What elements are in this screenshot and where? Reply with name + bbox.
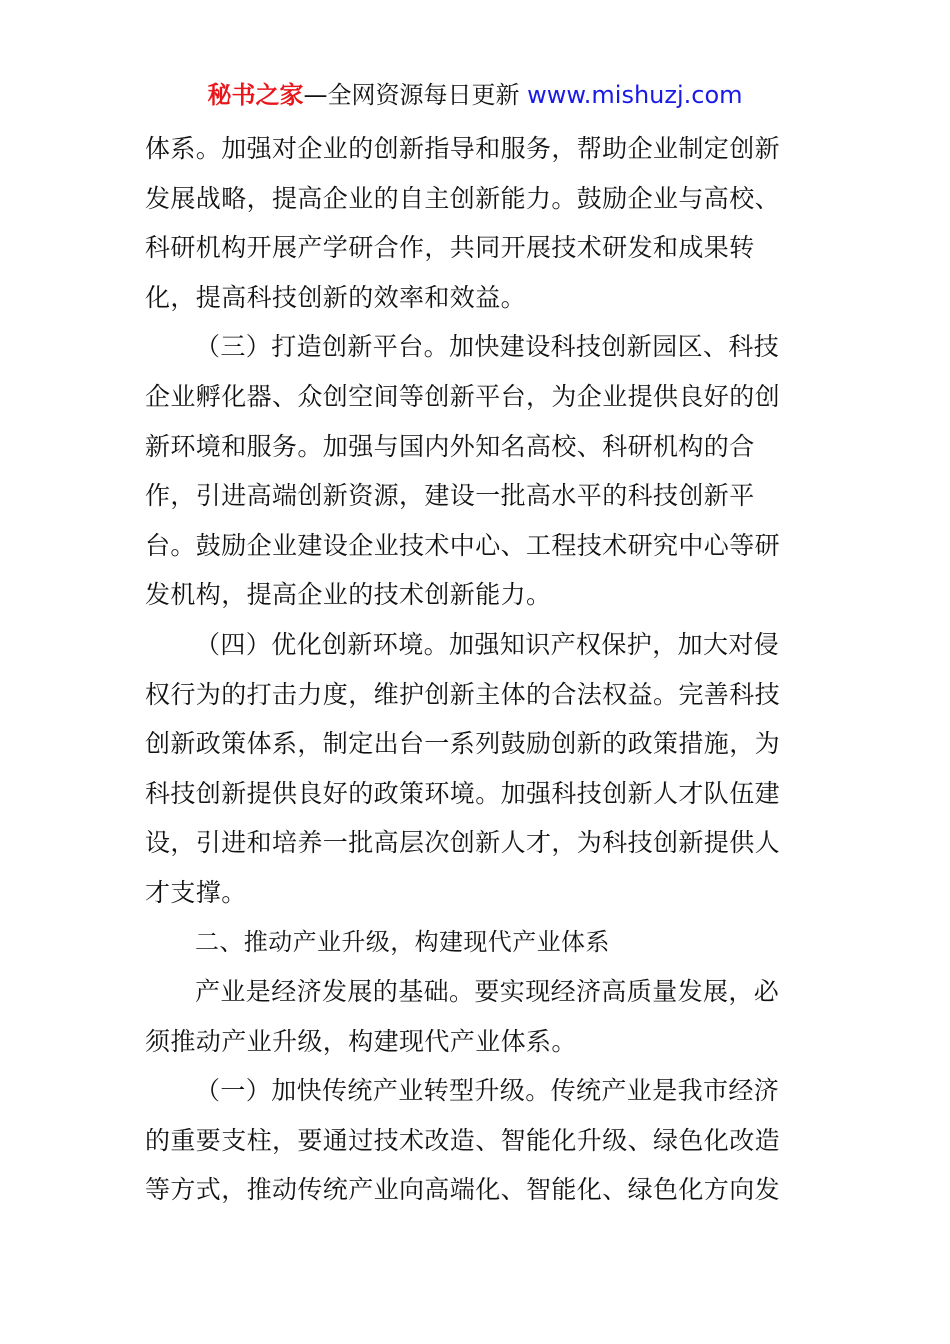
header-site-link[interactable]: www.mishuzj.com: [527, 81, 743, 109]
body-line: 等方式，推动传统产业向高端化、智能化、绿色化方向发: [145, 1175, 781, 1205]
body-line: 科研机构开展产学研合作，共同开展技术研发和成果转: [145, 233, 755, 263]
body-line: 权行为的打击力度，维护创新主体的合法权益。完善科技: [145, 679, 781, 709]
body-line: 科技创新提供良好的政策环境。加强科技创新人才队伍建: [145, 778, 781, 808]
body-line: 企业孵化器、众创空间等创新平台，为企业提供良好的创: [145, 381, 781, 411]
body-line: 发展战略，提高企业的自主创新能力。鼓励企业与高校、: [145, 183, 781, 213]
paragraph-start-line: （三）打造创新平台。加快建设科技创新园区、科技: [195, 332, 780, 362]
body-line: 发机构，提高企业的技术创新能力。: [145, 580, 552, 610]
body-line: 化，提高科技创新的效率和效益。: [145, 282, 527, 312]
page-header: [0, 80, 950, 110]
body-line: 才支撑。: [145, 877, 247, 907]
body-line: 作，引进高端创新资源，建设一批高水平的科技创新平: [145, 481, 755, 511]
paragraph-start-line: 产业是经济发展的基础。要实现经济高质量发展，必: [195, 977, 780, 1007]
body-line: 新环境和服务。加强与国内外知名高校、科研机构的合: [145, 431, 755, 461]
header-tagline: —全网资源每日更新: [303, 81, 528, 109]
body-line: 设，引进和培养一批高层次创新人才，为科技创新提供人: [145, 828, 781, 858]
body-line: 须推动产业升级，构建现代产业体系。: [145, 1026, 577, 1056]
body-line: 台。鼓励企业建设企业技术中心、工程技术研究中心等研: [145, 530, 781, 560]
paragraph-start-line: （一）加快传统产业转型升级。传统产业是我市经济: [195, 1076, 780, 1106]
body-line: 的重要支柱，要通过技术改造、智能化升级、绿色化改造: [145, 1125, 781, 1155]
body-line: 创新政策体系，制定出台一系列鼓励创新的政策措施，为: [145, 729, 781, 759]
body-line: 体系。加强对企业的创新指导和服务，帮助企业制定创新: [145, 134, 781, 163]
section-heading: 二、推动产业升级，构建现代产业体系: [195, 927, 610, 956]
paragraph-start-line: （四）优化创新环境。加强知识产权保护，加大对侵: [195, 629, 780, 659]
document-body: [145, 124, 815, 1215]
header-brand: 秘书之家: [207, 81, 304, 109]
